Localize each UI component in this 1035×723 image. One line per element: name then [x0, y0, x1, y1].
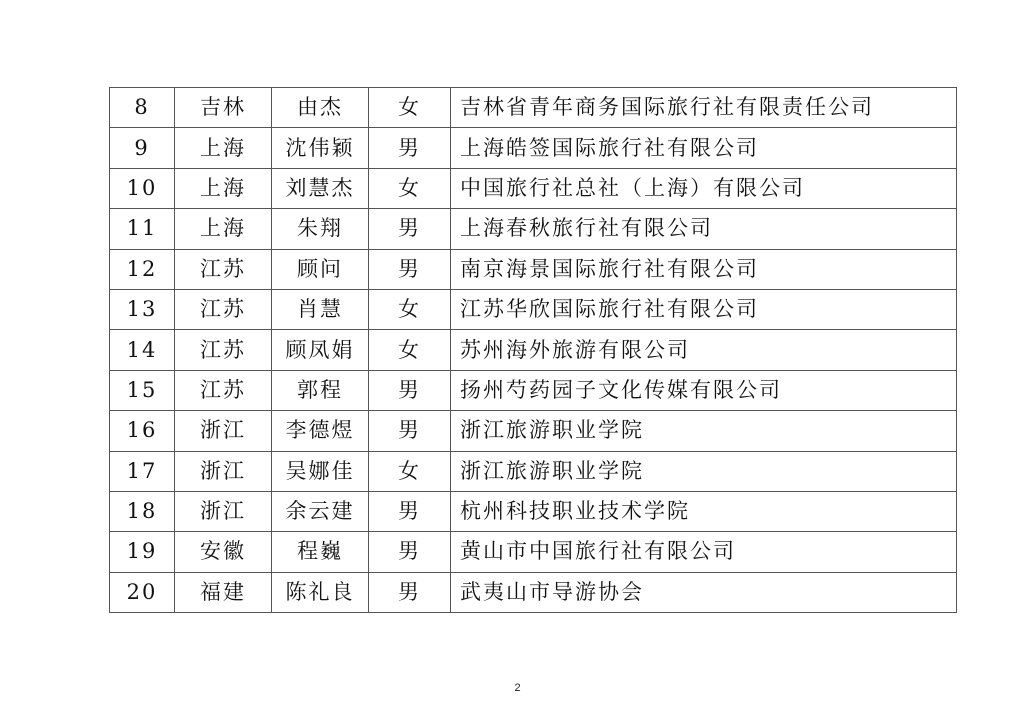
province-cell: 吉林	[175, 88, 272, 128]
table-row	[110, 289, 957, 329]
organization-cell: 吉林省青年商务国际旅行社有限责任公司	[451, 88, 957, 128]
row-number-cell: 9	[110, 128, 175, 168]
province-cell: 江苏	[175, 330, 272, 370]
row-number-cell: 8	[110, 88, 175, 128]
province-cell: 浙江	[175, 451, 272, 491]
gender-cell: 女	[369, 289, 451, 329]
table-row	[110, 411, 957, 451]
province-cell: 安徽	[175, 532, 272, 572]
name-cell: 沈伟颖	[272, 128, 369, 168]
name-cell: 李德煜	[272, 411, 369, 451]
organization-cell: 上海皓签国际旅行社有限公司	[451, 128, 957, 168]
province-cell: 江苏	[175, 289, 272, 329]
gender-cell: 男	[369, 249, 451, 289]
table-row	[110, 451, 957, 491]
table-row	[110, 168, 957, 208]
gender-cell: 男	[369, 532, 451, 572]
table-row	[110, 330, 957, 370]
organization-cell: 黄山市中国旅行社有限公司	[451, 532, 957, 572]
province-cell: 上海	[175, 128, 272, 168]
name-cell: 刘慧杰	[272, 168, 369, 208]
row-number-cell: 19	[110, 532, 175, 572]
gender-cell: 女	[369, 330, 451, 370]
row-number-cell: 13	[110, 289, 175, 329]
table-row	[110, 209, 957, 249]
name-cell: 顾问	[272, 249, 369, 289]
table-row	[110, 532, 957, 572]
row-number-cell: 20	[110, 572, 175, 612]
row-number-cell: 12	[110, 249, 175, 289]
province-cell: 上海	[175, 209, 272, 249]
name-cell: 陈礼良	[272, 572, 369, 612]
table-row	[110, 491, 957, 531]
name-cell: 吴娜佳	[272, 451, 369, 491]
organization-cell: 浙江旅游职业学院	[451, 451, 957, 491]
organization-cell: 苏州海外旅游有限公司	[451, 330, 957, 370]
name-cell: 顾凤娟	[272, 330, 369, 370]
organization-cell: 上海春秋旅行社有限公司	[451, 209, 957, 249]
organization-cell: 扬州芍药园子文化传媒有限公司	[451, 370, 957, 410]
row-number-cell: 16	[110, 411, 175, 451]
organization-cell: 南京海景国际旅行社有限公司	[451, 249, 957, 289]
name-cell: 朱翔	[272, 209, 369, 249]
name-cell: 由杰	[272, 88, 369, 128]
gender-cell: 男	[369, 209, 451, 249]
province-cell: 江苏	[175, 370, 272, 410]
province-cell: 江苏	[175, 249, 272, 289]
row-number-cell: 11	[110, 209, 175, 249]
organization-cell: 武夷山市导游协会	[451, 572, 957, 612]
gender-cell: 男	[369, 411, 451, 451]
organization-cell: 浙江旅游职业学院	[451, 411, 957, 451]
row-number-cell: 15	[110, 370, 175, 410]
gender-cell: 男	[369, 370, 451, 410]
organization-cell: 中国旅行社总社（上海）有限公司	[451, 168, 957, 208]
page-number: 2	[514, 682, 521, 694]
province-cell: 上海	[175, 168, 272, 208]
table-row	[110, 572, 957, 612]
row-number-cell: 10	[110, 168, 175, 208]
province-cell: 浙江	[175, 491, 272, 531]
gender-cell: 男	[369, 128, 451, 168]
name-cell: 余云建	[272, 491, 369, 531]
name-cell: 程巍	[272, 532, 369, 572]
gender-cell: 女	[369, 451, 451, 491]
organization-cell: 江苏华欣国际旅行社有限公司	[451, 289, 957, 329]
roster-table-body	[110, 88, 957, 613]
row-number-cell: 18	[110, 491, 175, 531]
gender-cell: 男	[369, 572, 451, 612]
row-number-cell: 14	[110, 330, 175, 370]
table-row	[110, 370, 957, 410]
name-cell: 肖慧	[272, 289, 369, 329]
gender-cell: 女	[369, 88, 451, 128]
table-row	[110, 249, 957, 289]
name-cell: 郭程	[272, 370, 369, 410]
gender-cell: 女	[369, 168, 451, 208]
row-number-cell: 17	[110, 451, 175, 491]
province-cell: 浙江	[175, 411, 272, 451]
table-row	[110, 88, 957, 128]
gender-cell: 男	[369, 491, 451, 531]
province-cell: 福建	[175, 572, 272, 612]
organization-cell: 杭州科技职业技术学院	[451, 491, 957, 531]
table-row	[110, 128, 957, 168]
roster-table	[109, 87, 957, 613]
